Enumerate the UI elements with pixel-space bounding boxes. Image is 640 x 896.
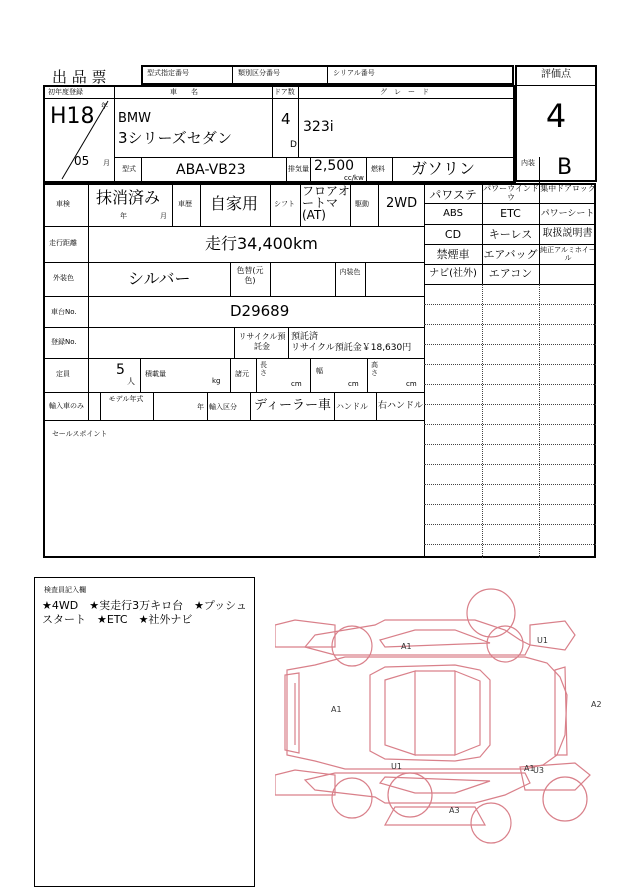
reg-year-unit: 年 (101, 102, 108, 110)
steering-value: 右ハンドル (378, 401, 424, 411)
inspector-notes: ★4WD ★実走行3万キロ台 ★プッシュスタート ★ETC ★社外ナビ (42, 599, 247, 626)
displacement-label: 排気量 (288, 165, 309, 173)
front-left-wheel (467, 589, 515, 637)
color-value: シルバー (128, 269, 191, 288)
equip-non-smoking: 禁煙車 (436, 248, 470, 261)
capacity-label: 定員 (56, 370, 70, 378)
rear-small-wheel-2 (332, 778, 372, 818)
rear-small-wheel (332, 626, 372, 666)
dims-label: 諸元 (235, 370, 249, 378)
sales-point-label: セールスポイント (52, 430, 108, 438)
inspection-label: 車検 (56, 200, 70, 208)
shift-label: シフト (274, 200, 295, 208)
chassis-label: 車台No. (51, 308, 77, 316)
car-name-label: 車 名 (170, 88, 198, 96)
model-code-label: 型式 (122, 165, 136, 173)
grade-value: 323i (303, 119, 334, 135)
length-label: 長さ (260, 361, 267, 377)
usage-label: 車歴 (178, 200, 192, 208)
door-count: 4 (281, 110, 291, 128)
serial-label: シリアル番号 (333, 69, 375, 77)
doors-label: ドア数 (274, 88, 295, 96)
mileage-label: 走行距離 (49, 239, 77, 247)
shift-value: フロアオートマ(AT) (302, 184, 350, 222)
width-label: 幅 (316, 367, 323, 375)
equip-power-seat: パワーシート (540, 209, 595, 219)
length-unit: cm (291, 380, 302, 388)
reg-no-label: 登録No. (51, 338, 77, 346)
usage-value: 自家用 (210, 194, 259, 213)
color-change-label: 色替(元色) (236, 266, 264, 285)
reg-month: 05 (74, 154, 90, 168)
fuel-value: ガソリン (411, 159, 476, 178)
equip-central-lock: 集中ドアロック (540, 184, 596, 193)
damage-mark-a3: A3 (449, 806, 460, 815)
damage-mark-u1-bottom: U1 (391, 762, 402, 771)
equip-airbag: エアバッグ (483, 248, 538, 261)
capacity-unit: 人 (127, 377, 135, 386)
displacement: 2,500 (314, 158, 355, 174)
interior-grade: B (557, 155, 573, 180)
damage-mark-right: A2 (591, 700, 602, 709)
width-unit: cm (348, 380, 359, 388)
mileage-value: 走行34,400km (205, 234, 318, 253)
car-damage-diagram (275, 585, 610, 890)
score-value: 4 (545, 97, 567, 135)
front-right-wheel (471, 803, 511, 843)
equip-abs: ABS (443, 208, 463, 219)
spare-wheel-right (543, 777, 587, 821)
import-class-label: 輸入区分 (209, 403, 237, 411)
steering-label: ハンドル (336, 402, 368, 411)
interior-label: 内装 (521, 159, 535, 167)
inspection-year-unit: 年 (120, 212, 127, 220)
car-make: BMW (118, 111, 151, 126)
grade-label: グ レ ー ド (380, 88, 429, 96)
damage-mark-u1-top: U1 (537, 636, 548, 645)
equip-etc: ETC (500, 207, 521, 220)
reg-month-unit: 月 (103, 159, 110, 167)
height-unit: cm (406, 380, 417, 388)
equip-navi: ナビ(社外) (429, 268, 477, 279)
model-year-label: モデル年式 (108, 395, 144, 403)
category-label: 類別区分番号 (238, 69, 280, 77)
equip-keyless: キーレス (488, 228, 533, 241)
car-model: 3シリーズセダン (118, 129, 232, 147)
equip-power-steering: パワステ (429, 188, 477, 202)
recycle-status: 預託済 (291, 332, 319, 342)
damage-mark-left: A1 (331, 705, 342, 714)
reg-year: H18 (50, 104, 95, 129)
type-designation-label: 型式指定番号 (147, 69, 189, 77)
inspector-label: 検査員記入欄 (44, 586, 86, 594)
color-label: 外装色 (53, 274, 74, 282)
model-code: ABA-VB23 (176, 162, 246, 178)
fuel-label: 燃料 (371, 165, 385, 173)
import-class-value: ディーラー車 (254, 398, 331, 413)
chassis-value: D29689 (230, 302, 290, 320)
equip-cd: CD (444, 228, 462, 241)
height-label: 高さ (371, 361, 378, 377)
capacity-value: 5 (116, 362, 125, 378)
damage-mark-top: A1 (401, 642, 412, 651)
drive-value: 2WD (386, 196, 418, 211)
recycle-label: リサイクル預託金 (238, 332, 286, 351)
import-year-unit: 年 (197, 403, 204, 411)
door-unit: D (290, 140, 297, 150)
equip-aircon: エアコン (488, 267, 533, 280)
load-unit: kg (212, 377, 221, 385)
equip-manual: 取扱説明書 (542, 228, 593, 239)
inspection-month-unit: 月 (160, 212, 167, 220)
load-label: 積載量 (145, 370, 166, 378)
first-reg-label: 初年度登録 (48, 88, 83, 96)
equip-alloy-wheels: 純正アルミホイール (540, 246, 596, 262)
import-label: 輸入車のみ (49, 402, 84, 410)
score-label: 評価点 (541, 69, 571, 80)
form-title: 出 品 票 (52, 68, 107, 86)
equip-power-window: パワーウインドウ (483, 184, 539, 202)
interior-color-label: 内装色 (339, 268, 361, 276)
drive-label: 駆動 (355, 200, 369, 208)
wheel-bottom (388, 773, 432, 817)
inspection-value: 抹消済み (96, 188, 161, 207)
damage-mark-bottom-a1: A1 (524, 764, 535, 773)
displacement-unit: cc/kw (344, 174, 364, 182)
recycle-amount: リサイクル預託金￥18,630円 (291, 343, 412, 353)
damage-mark-u3: U3 (533, 766, 544, 775)
